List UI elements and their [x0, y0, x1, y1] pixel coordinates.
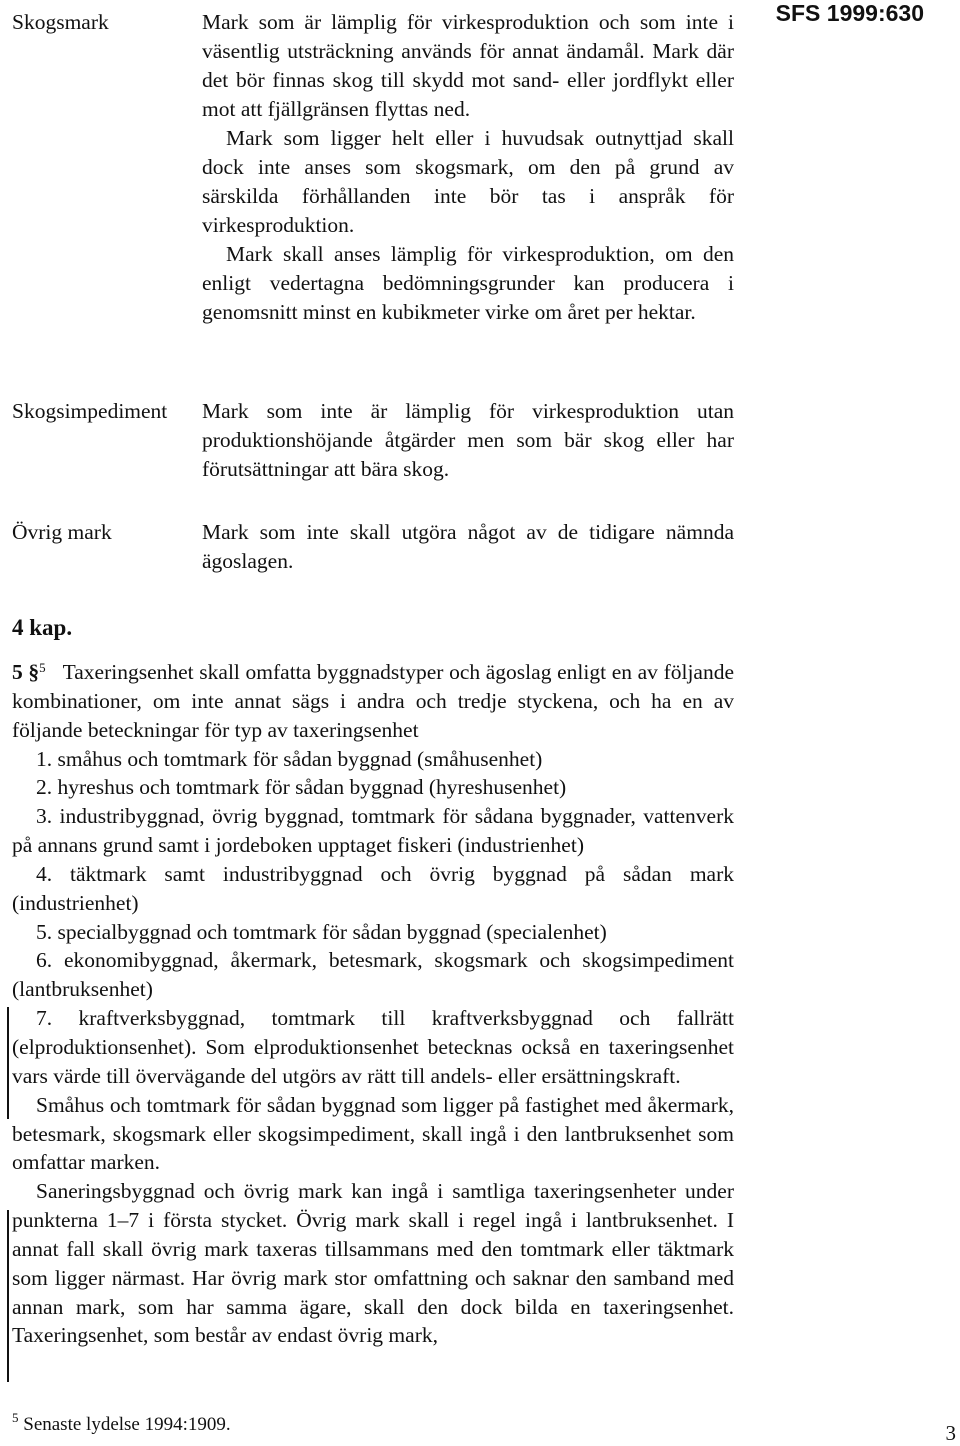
definition-skogsimpediment: [202, 397, 734, 484]
definition-paragraph: Mark skall anses lämplig för virkesproduktion, om den enligt vedertagna bedömningsgrunder kan producera i genomsnitt minst en kubikmeter virke om året per hektar.: [202, 242, 734, 324]
definition-paragraph: Mark som är lämplig för virkesproduktion och som inte i väsentlig utsträckning används för annat ändamål. Mark där det bör finnas skog till skydd mot sand- eller jordflykt eller mot att fjällgränsen flyttas ned.: [202, 10, 734, 121]
footnote-text: Senaste lydelse 1994:1909.: [23, 1414, 231, 1435]
section-paragraph: Småhus och tomtmark för sådan byggnad som ligger på fastighet med åkermark, betesmark, skogsmark eller skogsimpediment, skall ingå i den lantbruksenhet som omfattar marken.: [12, 1092, 734, 1175]
list-item: 3. industribyggnad, övrig byggnad, tomtmark för sådana byggnader, vattenverk på annans grund samt i jordeboken upptaget fiskeri (industrienhet): [12, 804, 734, 858]
change-bar: [7, 1007, 9, 1119]
term-skogsmark: Skogsmark: [12, 10, 109, 34]
section-paragraph: Saneringsbyggnad och övrig mark kan ingå i samtliga taxeringsenheter under punkterna 1–7 i första stycket. Övrig mark skall i regel ingå i lantbruksenhet. I annat fall skall övrig mark taxeras tillsammans med den tomtmark eller täktmark som ligger närmast. Har övrig mark stor omfattning och saknar den samband med annan mark, som har samma ägare, skall den dock bilda en taxeringsenhet. Taxeringsenhet, som består av endast övrig mark,: [12, 1179, 734, 1348]
term-ovrig-mark: Övrig mark: [12, 520, 112, 544]
list-item: 2. hyreshus och tomtmark för sådan byggnad (hyreshusenhet): [36, 775, 567, 800]
footnote: [12, 1410, 231, 1436]
term-skogsimpediment: Skogsimpediment: [12, 399, 168, 423]
chapter-heading: 4 kap.: [12, 615, 73, 640]
list-item: 7. kraftverksbyggnad, tomtmark till kraftverksbyggnad och fallrätt (elproduktionsenhet). Som elproduktionsenhet betecknas också en taxeringsenhet vars värde till övervägande del utgörs av rätt till andels- eller ersättningskraft.: [12, 1006, 734, 1088]
list-item: 4. täktmark samt industribyggnad och övrig byggnad på sådan mark (industrienhet): [12, 861, 734, 915]
definition-paragraph: Mark som inte är lämplig för virkesproduktion utan produktionshöjande åtgärder men som bär skog eller har förutsättningar att bära skog.: [202, 399, 734, 481]
section-body: [12, 658, 734, 1350]
list-item: 6. ekonomibyggnad, åkermark, betesmark, skogsmark och skogsimpediment (lantbruksenhet): [12, 948, 734, 1002]
list-item: 1. småhus och tomtmark för sådan byggnad (småhusenhet): [36, 746, 543, 771]
definition-skogsmark: [202, 8, 734, 327]
section-intro: [12, 658, 734, 745]
footnote-marker: 5: [12, 1410, 19, 1425]
definition-paragraph: Mark som ligger helt eller i huvudsak outnyttjad skall dock inte anses som skogsmark, om den på grund av särskilda förhållanden inte bör tas i anspråk för virkesproduktion.: [202, 126, 734, 237]
definition-ovrig-mark: [202, 518, 734, 576]
page-number: 3: [945, 1421, 956, 1445]
change-bar: [7, 1210, 9, 1382]
sfs-number: SFS 1999:630: [775, 0, 924, 26]
section-number: 5 §: [12, 660, 40, 684]
footnote-reference: 5: [39, 660, 46, 675]
section-intro-text: Taxeringsenhet skall omfatta byggnadstyper och ägoslag enligt en av följande kombinationer, om inte annat sägs i andra och tredje styckena, och ha en av följande beteckningar för typ av taxeringsenhet: [12, 660, 735, 742]
definition-paragraph: Mark som inte skall utgöra något av de tidigare nämnda ägoslagen.: [202, 520, 734, 573]
list-item: 5. specialbyggnad och tomtmark för sådan byggnad (specialenhet): [36, 919, 607, 944]
